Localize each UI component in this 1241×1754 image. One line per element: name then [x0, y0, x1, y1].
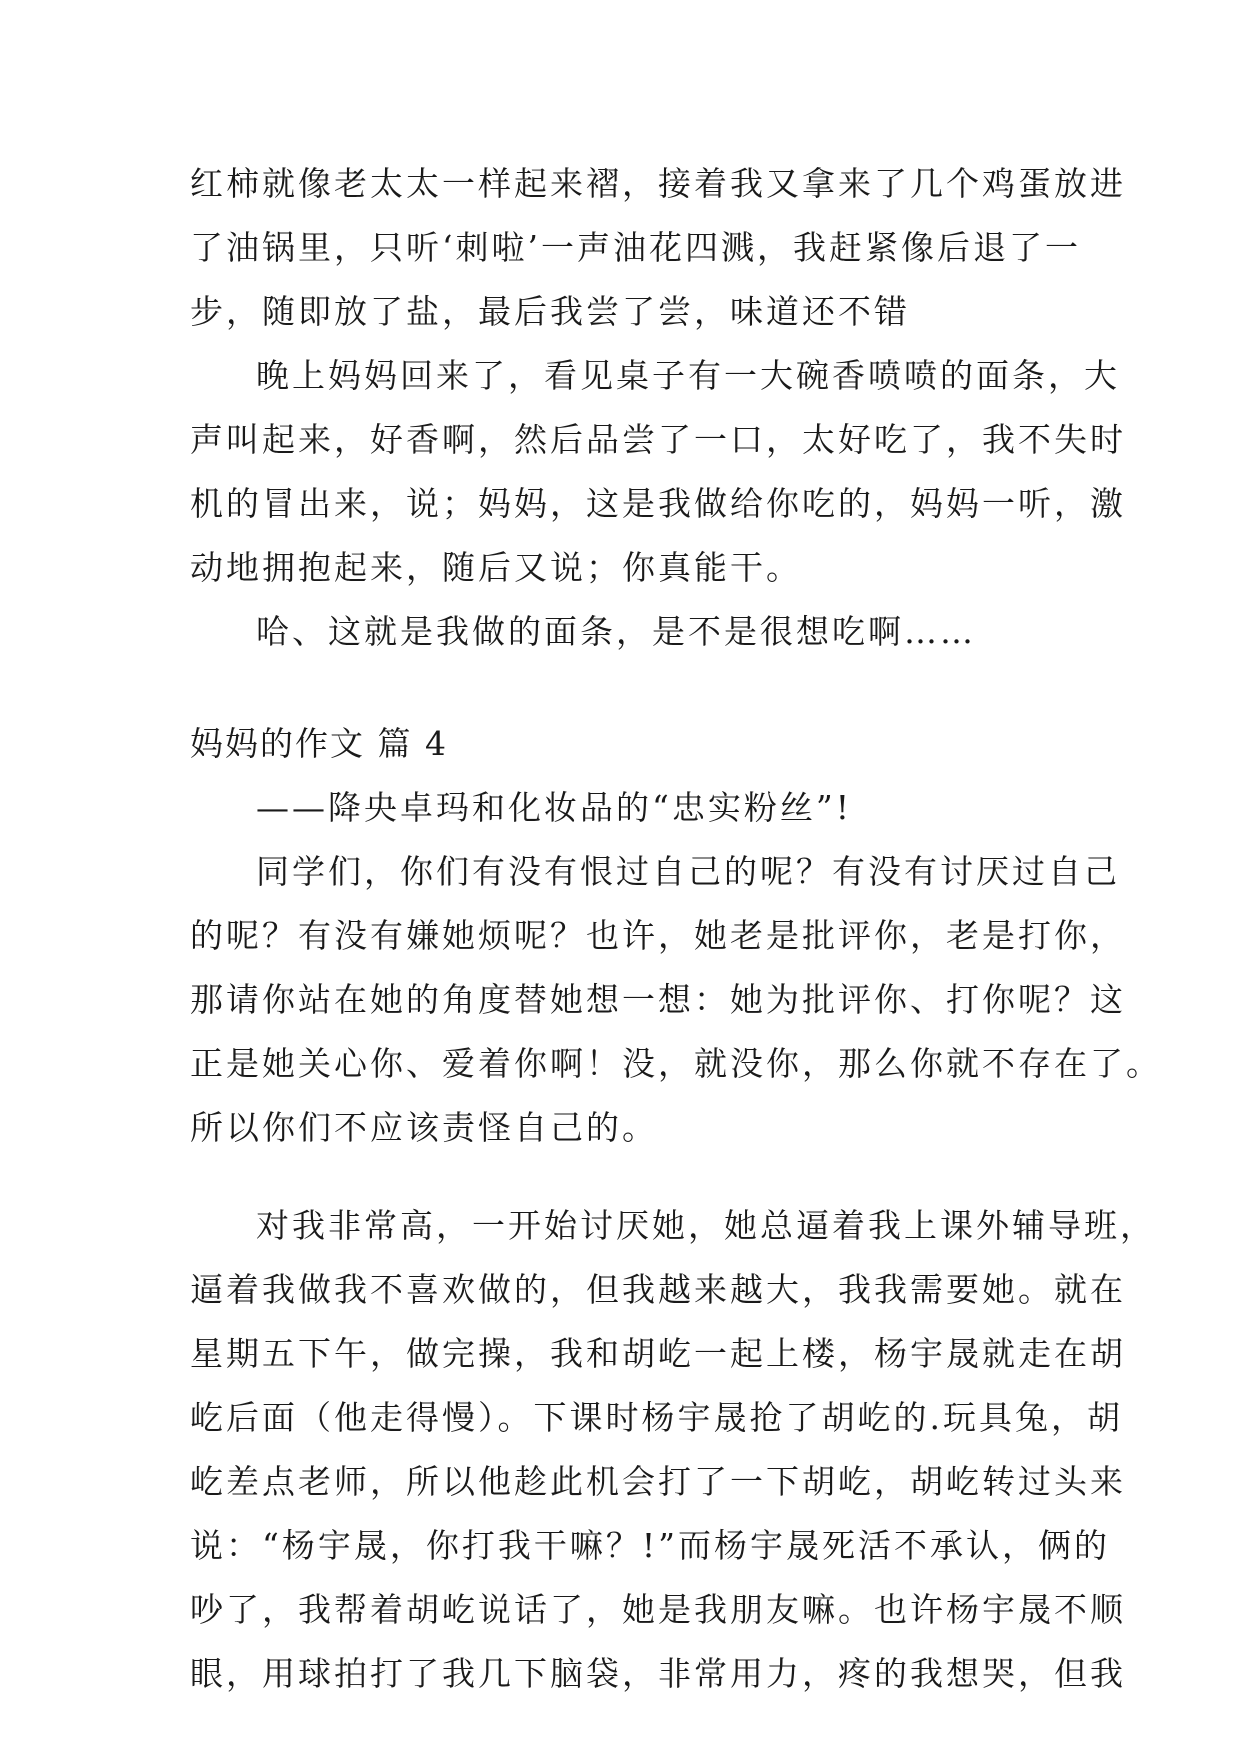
body-text-line: 步，随即放了盐，最后我尝了尝，味道还不错 [190, 292, 910, 331]
body-text-line: 机的冒出来，说；妈妈，这是我做给你吃的，妈妈一听，激 [190, 484, 1126, 523]
body-text-line: 吵了，我帮着胡屹说话了，她是我朋友嘛。也许杨宇晟不顺 [190, 1590, 1126, 1629]
body-text-line: 星期五下午，做完操，我和胡屹一起上楼，杨宇晟就走在胡 [190, 1334, 1126, 1373]
body-text-line: 哈、这就是我做的面条，是不是很想吃啊…… [256, 612, 976, 651]
body-text-line: 说：“杨宇晟，你打我干嘛？!”而杨宇晟死活不承认，俩的 [190, 1526, 1111, 1565]
body-text-line: 屹差点老师，所以他趁此机会打了一下胡屹，胡屹转过头来 [190, 1462, 1126, 1501]
body-text-line: 声叫起来，好香啊，然后品尝了一口，太好吃了，我不失时 [190, 420, 1126, 459]
section-heading: 妈妈的作文 篇 4 [190, 724, 448, 763]
body-text-line: 对我非常高，一开始讨厌她，她总逼着我上课外辅导班， [256, 1206, 1156, 1245]
body-text-line: 屹后面（他走得慢）。下课时杨宇晟抢了胡屹的.玩具兔，胡 [190, 1398, 1123, 1437]
body-text-line: 那请你站在她的角度替她想一想：她为批评你、打你呢？这 [190, 980, 1126, 1019]
body-text-line: 正是她关心你、爱着你啊！没，就没你，那么你就不存在了。 [190, 1044, 1162, 1083]
body-text-line: 所以你们不应该责怪自己的。 [190, 1108, 658, 1147]
body-text-line: 了油锅里，只听‘刺啦’一声油花四溅，我赶紧像后退了一 [190, 228, 1081, 267]
subtitle-line: ——降央卓玛和化妆品的“忠实粉丝”! [256, 788, 853, 827]
body-text-line: 眼，用球拍打了我几下脑袋，非常用力，疼的我想哭，但我 [190, 1654, 1126, 1693]
body-text-line: 动地拥抱起来，随后又说；你真能干。 [190, 548, 802, 587]
body-text-line: 同学们，你们有没有恨过自己的呢？有没有讨厌过自己 [256, 852, 1120, 891]
body-text-line: 逼着我做我不喜欢做的，但我越来越大，我我需要她。就在 [190, 1270, 1126, 1309]
body-text-line: 红柿就像老太太一样起来褶，接着我又拿来了几个鸡蛋放进 [190, 164, 1126, 203]
body-text-line: 晚上妈妈回来了，看见桌子有一大碗香喷喷的面条，大 [256, 356, 1120, 395]
body-text-line: 的呢？有没有嫌她烦呢？也许，她老是批评你，老是打你， [190, 916, 1126, 955]
